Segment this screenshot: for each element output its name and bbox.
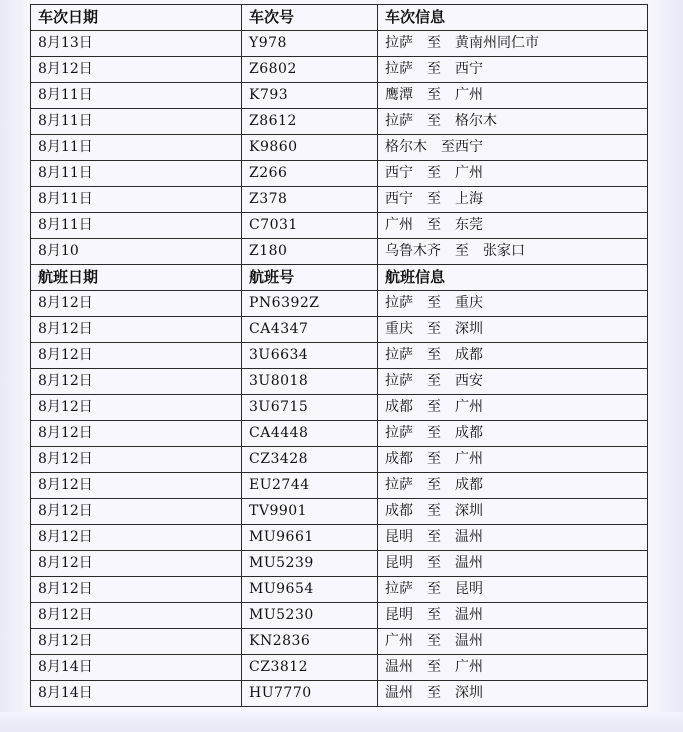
- number-cell: K9860: [242, 135, 378, 161]
- number-cell: HU7770: [242, 681, 378, 707]
- route-cell: 拉萨 至 成都: [378, 343, 648, 369]
- date-cell: 8月12日: [31, 473, 242, 499]
- number-cell: 3U6715: [242, 395, 378, 421]
- date-cell: 8月12日: [31, 629, 242, 655]
- schedule-table-body: [31, 5, 648, 707]
- number-cell: CZ3428: [242, 447, 378, 473]
- date-cell: 8月12日: [31, 369, 242, 395]
- train-header-row: [31, 5, 648, 31]
- train-row: [31, 57, 648, 83]
- route-cell: 成都 至 广州: [378, 447, 648, 473]
- flight-row: [31, 499, 648, 525]
- date-cell: 8月12日: [31, 603, 242, 629]
- train-row: [31, 187, 648, 213]
- route-cell: 昆明 至 温州: [378, 525, 648, 551]
- date-cell: 8月11日: [31, 109, 242, 135]
- flight-row: [31, 525, 648, 551]
- route-cell: 成都 至 广州: [378, 395, 648, 421]
- flight-row: [31, 421, 648, 447]
- date-cell: 8月12日: [31, 395, 242, 421]
- flight-row: [31, 395, 648, 421]
- train-row: [31, 109, 648, 135]
- number-cell: MU5239: [242, 551, 378, 577]
- number-cell: CA4448: [242, 421, 378, 447]
- date-header: 车次日期: [31, 5, 242, 31]
- route-header: 航班信息: [378, 265, 648, 291]
- number-cell: Z6802: [242, 57, 378, 83]
- number-cell: CA4347: [242, 317, 378, 343]
- date-cell: 8月11日: [31, 213, 242, 239]
- train-row: [31, 213, 648, 239]
- flight-row: [31, 681, 648, 707]
- route-cell: 拉萨 至 昆明: [378, 577, 648, 603]
- flight-row: [31, 317, 648, 343]
- number-cell: Z180: [242, 239, 378, 265]
- route-cell: 温州 至 深圳: [378, 681, 648, 707]
- date-cell: 8月12日: [31, 447, 242, 473]
- route-cell: 拉萨 至 重庆: [378, 291, 648, 317]
- route-cell: 拉萨 至 格尔木: [378, 109, 648, 135]
- number-cell: MU5230: [242, 603, 378, 629]
- number-cell: Z378: [242, 187, 378, 213]
- number-cell: Y978: [242, 31, 378, 57]
- number-cell: CZ3812: [242, 655, 378, 681]
- date-cell: 8月12日: [31, 551, 242, 577]
- train-row: [31, 239, 648, 265]
- schedule-table: [30, 4, 648, 707]
- number-cell: KN2836: [242, 629, 378, 655]
- date-cell: 8月10: [31, 239, 242, 265]
- route-cell: 昆明 至 温州: [378, 603, 648, 629]
- route-cell: 昆明 至 温州: [378, 551, 648, 577]
- route-cell: 西宁 至 上海: [378, 187, 648, 213]
- route-cell: 广州 至 温州: [378, 629, 648, 655]
- train-row: [31, 31, 648, 57]
- flight-header-row: [31, 265, 648, 291]
- route-cell: 西宁 至 广州: [378, 161, 648, 187]
- route-cell: 广州 至 东莞: [378, 213, 648, 239]
- train-row: [31, 83, 648, 109]
- number-header: 车次号: [242, 5, 378, 31]
- number-cell: K793: [242, 83, 378, 109]
- date-cell: 8月12日: [31, 499, 242, 525]
- flight-row: [31, 343, 648, 369]
- number-cell: 3U8018: [242, 369, 378, 395]
- route-cell: 拉萨 至 成都: [378, 421, 648, 447]
- date-cell: 8月12日: [31, 577, 242, 603]
- date-cell: 8月12日: [31, 421, 242, 447]
- date-cell: 8月12日: [31, 291, 242, 317]
- date-cell: 8月12日: [31, 317, 242, 343]
- number-cell: EU2744: [242, 473, 378, 499]
- number-header: 航班号: [242, 265, 378, 291]
- flight-row: [31, 577, 648, 603]
- date-header: 航班日期: [31, 265, 242, 291]
- route-cell: 温州 至 广州: [378, 655, 648, 681]
- flight-row: [31, 603, 648, 629]
- number-cell: C7031: [242, 213, 378, 239]
- date-cell: 8月11日: [31, 187, 242, 213]
- date-cell: 8月11日: [31, 83, 242, 109]
- train-row: [31, 135, 648, 161]
- number-cell: PN6392Z: [242, 291, 378, 317]
- flight-row: [31, 473, 648, 499]
- route-cell: 拉萨 至 黄南州同仁市: [378, 31, 648, 57]
- route-cell: 拉萨 至 西安: [378, 369, 648, 395]
- date-cell: 8月11日: [31, 161, 242, 187]
- date-cell: 8月11日: [31, 135, 242, 161]
- route-cell: 重庆 至 深圳: [378, 317, 648, 343]
- date-cell: 8月12日: [31, 525, 242, 551]
- bottom-band: [0, 712, 683, 732]
- route-cell: 乌鲁木齐 至 张家口: [378, 239, 648, 265]
- flight-row: [31, 369, 648, 395]
- route-cell: 拉萨 至 成都: [378, 473, 648, 499]
- number-cell: Z8612: [242, 109, 378, 135]
- number-cell: 3U6634: [242, 343, 378, 369]
- number-cell: MU9654: [242, 577, 378, 603]
- flight-row: [31, 291, 648, 317]
- route-cell: 拉萨 至 西宁: [378, 57, 648, 83]
- route-cell: 成都 至 深圳: [378, 499, 648, 525]
- number-cell: MU9661: [242, 525, 378, 551]
- number-cell: Z266: [242, 161, 378, 187]
- date-cell: 8月14日: [31, 681, 242, 707]
- train-row: [31, 161, 648, 187]
- route-cell: 格尔木 至西宁: [378, 135, 648, 161]
- route-cell: 鹰潭 至 广州: [378, 83, 648, 109]
- flight-row: [31, 447, 648, 473]
- number-cell: TV9901: [242, 499, 378, 525]
- flight-row: [31, 629, 648, 655]
- date-cell: 8月12日: [31, 57, 242, 83]
- flight-row: [31, 655, 648, 681]
- date-cell: 8月14日: [31, 655, 242, 681]
- date-cell: 8月12日: [31, 343, 242, 369]
- flight-row: [31, 551, 648, 577]
- route-header: 车次信息: [378, 5, 648, 31]
- date-cell: 8月13日: [31, 31, 242, 57]
